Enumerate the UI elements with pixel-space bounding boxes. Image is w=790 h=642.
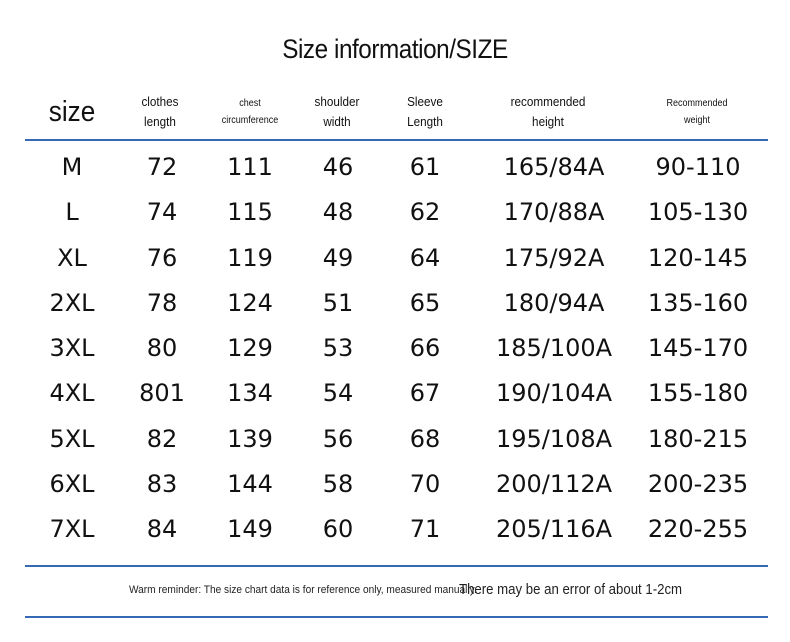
cell-chest: 115 — [227, 198, 273, 227]
error-margin-text: There may be an error of about 1-2cm — [459, 581, 683, 598]
cell-chest: 124 — [227, 288, 273, 317]
table-header — [25, 92, 768, 136]
cell-chest: 129 — [227, 334, 273, 363]
cell-weight: 105-130 — [647, 198, 749, 227]
cell-sleeve: 67 — [409, 379, 441, 408]
cell-height: 175/92A — [503, 243, 605, 272]
cell-size: 4XL — [49, 379, 95, 408]
table-row — [25, 371, 768, 416]
header-recommended-height: recommended height — [510, 94, 586, 129]
cell-sleeve: 62 — [409, 198, 441, 227]
cell-chest: 119 — [227, 243, 273, 272]
cell-size: XL — [57, 243, 87, 272]
table-row — [25, 507, 768, 552]
cell-shoulder: 53 — [322, 334, 354, 363]
cell-chest: 111 — [227, 153, 273, 181]
header-recommended-weight: Recommended weight — [666, 98, 728, 126]
table-row — [25, 462, 768, 507]
cell-sleeve: 68 — [409, 424, 441, 453]
reminder-text: Warm reminder: The size chart data is for reference only, measured manually. — [129, 584, 477, 596]
cell-shoulder: 60 — [322, 515, 354, 544]
cell-weight: 200-235 — [647, 470, 749, 499]
header-shoulder-width: shoulder width — [314, 94, 360, 129]
cell-sleeve: 71 — [409, 515, 441, 544]
cell-weight: 145-170 — [647, 334, 749, 363]
cell-shoulder: 49 — [322, 243, 354, 272]
cell-chest: 134 — [227, 379, 273, 408]
reminder-note — [0, 580, 790, 604]
cell-weight: 180-215 — [647, 424, 749, 453]
page-title: Size information/SIZE — [282, 34, 508, 64]
cell-length: 76 — [146, 243, 178, 272]
header-divider — [25, 139, 768, 141]
cell-length: 74 — [146, 198, 178, 227]
header-chest-circumference: chest circumference — [221, 98, 279, 126]
cell-size: M — [61, 153, 83, 181]
cell-length: 80 — [146, 334, 178, 363]
cell-weight: 220-255 — [647, 515, 749, 544]
cell-weight: 120-145 — [647, 243, 749, 272]
table-bottom-divider — [25, 565, 768, 567]
table-row — [25, 145, 768, 190]
cell-weight: 135-160 — [647, 288, 749, 317]
table-row — [25, 236, 768, 281]
cell-size: L — [65, 198, 79, 227]
cell-size: 2XL — [49, 288, 95, 317]
table-row — [25, 326, 768, 371]
cell-size: 3XL — [49, 334, 95, 363]
cell-size: 5XL — [49, 424, 95, 453]
cell-length: 72 — [146, 153, 178, 181]
cell-shoulder: 56 — [322, 424, 354, 453]
cell-sleeve: 70 — [409, 470, 441, 499]
cell-shoulder: 46 — [322, 153, 354, 181]
cell-shoulder: 51 — [322, 288, 354, 317]
table-row — [25, 417, 768, 462]
cell-length: 801 — [139, 379, 185, 408]
cell-length: 82 — [146, 424, 178, 453]
cell-weight: 90-110 — [655, 153, 741, 181]
table-row — [25, 190, 768, 235]
cell-height: 205/116A — [495, 515, 613, 544]
cell-shoulder: 54 — [322, 379, 354, 408]
cell-chest: 139 — [227, 424, 273, 453]
cell-length: 83 — [146, 470, 178, 499]
footer-divider — [25, 616, 768, 618]
cell-size: 6XL — [49, 470, 95, 499]
cell-shoulder: 58 — [322, 470, 354, 499]
cell-sleeve: 65 — [409, 288, 441, 317]
header-size: size — [48, 96, 96, 128]
header-clothes-length: clothes length — [141, 94, 179, 129]
cell-height: 185/100A — [495, 334, 613, 363]
cell-height: 170/88A — [503, 198, 605, 227]
cell-sleeve: 64 — [409, 243, 441, 272]
cell-sleeve: 66 — [409, 334, 441, 363]
cell-size: 7XL — [49, 515, 95, 544]
cell-height: 195/108A — [495, 424, 613, 453]
cell-sleeve: 61 — [409, 153, 441, 181]
table-body — [25, 145, 768, 553]
cell-chest: 149 — [227, 515, 273, 544]
cell-height: 180/94A — [503, 288, 605, 317]
cell-height: 200/112A — [495, 470, 613, 499]
cell-length: 78 — [146, 288, 178, 317]
cell-chest: 144 — [227, 470, 273, 499]
cell-weight: 155-180 — [647, 379, 749, 408]
cell-height: 165/84A — [503, 153, 605, 181]
table-row — [25, 281, 768, 326]
cell-shoulder: 48 — [322, 198, 354, 227]
header-sleeve-length: Sleeve Length — [407, 94, 443, 129]
cell-length: 84 — [146, 515, 178, 544]
cell-height: 190/104A — [495, 379, 613, 408]
